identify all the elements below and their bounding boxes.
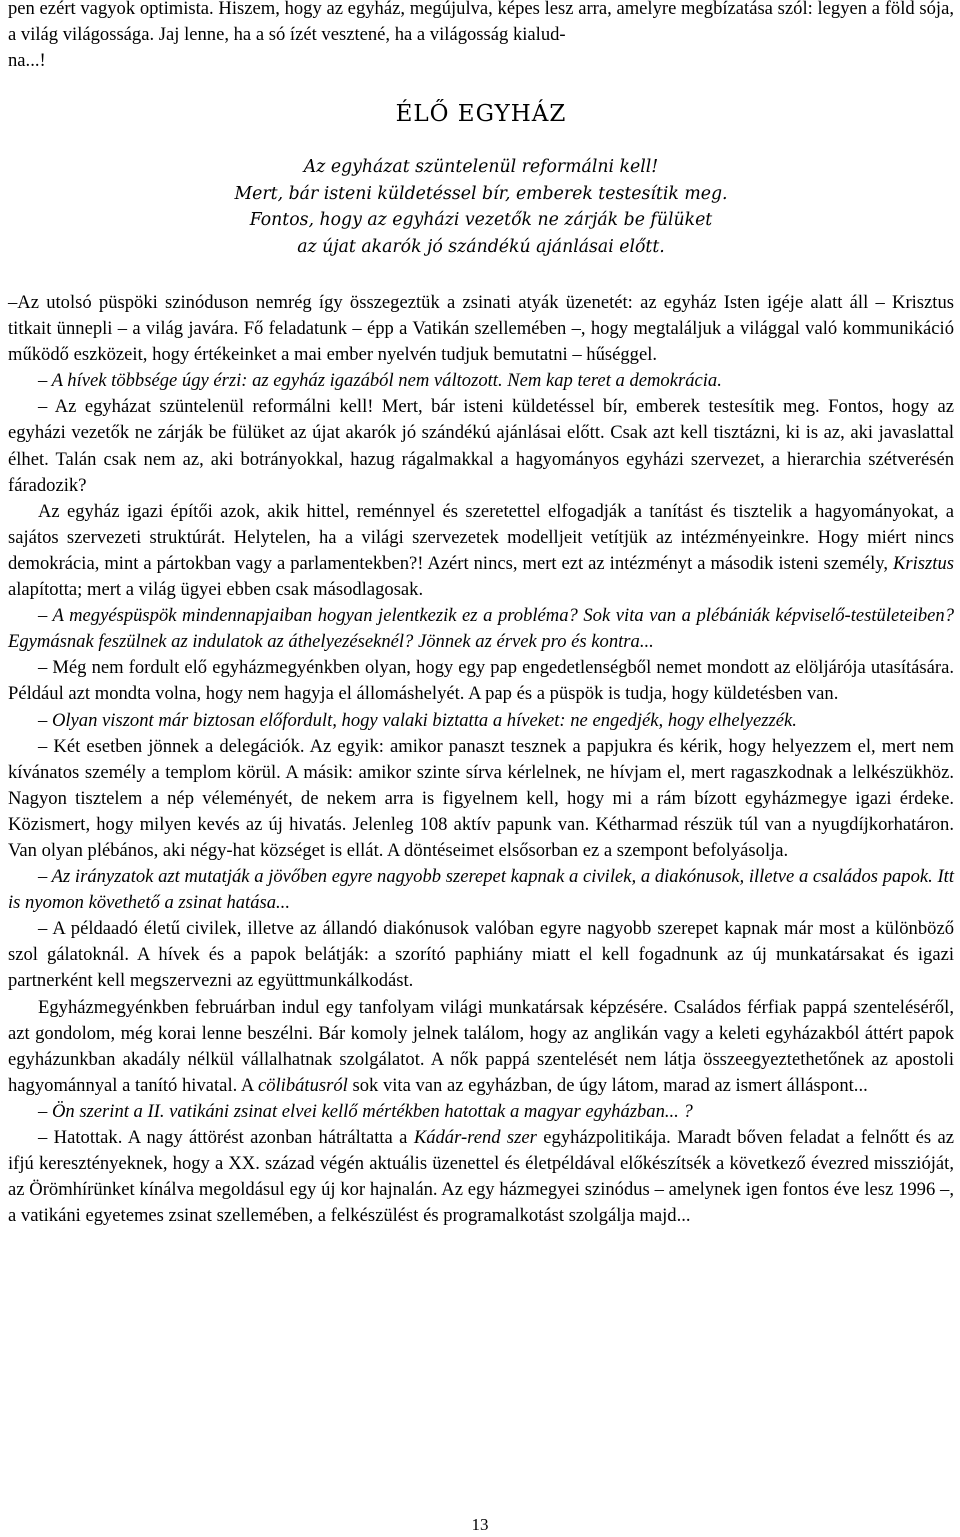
answer-paragraph	[8, 1125, 954, 1229]
intro-text-end: na...!	[8, 50, 46, 72]
text-span: Egyházmegyénkben februárban indul egy tanfolyam világi munkatársak képzésére. Családos férfiak pappá szenteléséről, azt gondolom, még korai lenne beszélni. Bár komoly jelnek találom, hogy az anglikán vagy a keleti egyházakból áttért papok egyházunkban akadály nélkül vállalhatnak szolgálatot. A nők pappá szentelését nem látja összeegyeztethetőnek az apostoli hagyománnyal a tanító hivatal. A	[8, 996, 954, 1096]
answer-paragraph: – Két esetben jönnek a delegációk. Az egyik: amikor panaszt tesznek a papjukra és kérik, hogy helyezzem el, mert nem kívánatos személy a templom körül. A másik: amikor szinte sírva kérlelnek, ne hívjam el, mert ragaszkodnak a lelkészükhöz. Nagyon tisztelem a nép véleményét, de nekem arra is figyelnem kell, hogy mi a rám bízott egyházmegye igazi érdeke. Közismert, hogy milyen kevés az új hivatás. Jelenleg 108 aktív papunk van. Kétharmad részük túl van a nyugdíjkorhatáron. Van olyan plébános, aki négy-hat községet is ellát. A döntéseimet elsősorban ez a szempont befolyásolja.	[8, 735, 954, 861]
motto-line: Az egyházat szüntelenül reformálni kell!	[303, 157, 659, 177]
motto-line: Mert, bár isteni küldetéssel bír, emberek testesítik meg.	[234, 183, 728, 204]
text-span: sok vita van az egyházban, de úgy látom, marad az ismert álláspont...	[352, 1074, 868, 1096]
question-paragraph: – A megyéspüspök mindennapjaiban hogyan jelentkezik ez a probléma? Sok vita van a plébániák képviselő-testületeiben? Egymásnak feszülnek az indulatok az áthelyezéseknél? Jönnek az érvek pro és kontra...	[8, 605, 954, 653]
page-number: 13	[471, 1515, 489, 1534]
intro-text: pen ezért vagyok optimista. Hiszem, hogy az egyház, megújulva, képes lesz arra, amelyre megbízatása szól: legyen a föld sója, a világ világossága. Jaj lenne, ha a só ízét vesztené, ha a világosság kialud-	[8, 0, 954, 46]
answer-paragraph	[8, 995, 954, 1099]
question-paragraph: – Olyan viszont már biztosan előfordult, hogy valaki biztatta a híveket: ne engedjék, hogy elhelyezzék.	[38, 709, 797, 731]
article-body	[8, 290, 954, 1229]
emphasis-text: cölibátusról	[257, 1074, 348, 1096]
text-span: Az egyház igazi építői azok, akik hittel, reménnyel és szeretettel elfogadják a tanítást és tisztelik a hagyományokat, a sajátos szervezeti struktúrát. Helytelen, ha a világi szervezetek modelljeit vetítjük az intézményeinkre. Hogy miért nincs demokrácia, mint a pártokban vagy a parlamentekben?! Azért nincs, mert ezt az intézményt a második isteni személy,	[8, 500, 954, 574]
question-paragraph: – Az irányzatok azt mutatják a jövőben egyre nagyobb szerepet kapnak a civilek, a diakónusok, illetve a családos papok. Itt is nyomon követhető a zsinat hatása...	[8, 866, 954, 914]
answer-paragraph: – A példaadó életű civilek, illetve az állandó diakónusok valóban egyre nagyobb szerepet kapnak már most a különböző szol gálatoknál. A hívek és a papok belátják: a szorító paphiány miatt el kell fogadnunk az új munkatársakat és igazi partnerként kell megszervezni az együttmunkálkodást.	[8, 918, 954, 992]
motto-line: az újat akarók jó szándékú ajánlásai előtt.	[297, 236, 665, 257]
question-paragraph: – Ön szerint a II. vatikáni zsinat elvei kellő mértékben hatottak a magyar egyházban... ?	[38, 1100, 693, 1122]
emphasis-text: Krisztus	[893, 552, 954, 574]
answer-paragraph: – Az egyházat szüntelenül reformálni kell! Mert, bár isteni küldetéssel bír, emberek testesítik meg. Fontos, hogy az egyházi vezetők ne zárják be fülüket az újat akarók jó szándékú ajánlásai előtt. Csak azt kell tisztázni, ki is az, aki javaslattal élhet. Talán csak nem az, aki botrányokkal, hazug rágalmakkal a hagyományos egyházi szervezet, a hierarchia szétverésén fáradozik?	[8, 396, 954, 496]
motto-line: Fontos, hogy az egyházi vezetők ne zárják be fülüket	[249, 210, 713, 230]
section-title: ÉLŐ EGYHÁZ	[395, 101, 567, 127]
answer-paragraph	[8, 499, 954, 603]
text-span: alapította; mert a világ ügyei ebben csak másodlagosak.	[8, 579, 424, 601]
answer-paragraph: – Még nem fordult elő egyházmegyénkben olyan, hogy egy pap engedetlenségből nemet mondott az elöljárója utasítására. Például azt mondta volna, hogy nem hagyja el állomáshelyét. A pap és a püspök is tudja, hogy küldetésben van.	[8, 657, 954, 705]
emphasis-text: Kádár-rend szer	[413, 1127, 537, 1148]
text-span: egyházpolitikája. Maradt bőven feladat a felnőtt és az ifjú keresztényeknek, hogy a XX. század végén aktuális üzenettel és életpéldával előkészítsék a következő évezred misszióját, az Örömhírünket kínálva megoldásul egy új kor hajnalán. Az egy házmegyei szinódus – amelynek igen fontos éve lesz 1996 –, a vatikáni egyetemes zsinat szellemében, a felkészülést és programalkotást szolgálja majd...	[8, 1127, 954, 1227]
intro-paragraph	[8, 0, 954, 74]
motto-block	[8, 154, 954, 260]
question-paragraph: – A hívek többsége úgy érzi: az egyház igazából nem változott. Nem kap teret a demokrácia.	[38, 370, 722, 392]
text-span: – Hatottak. A nagy áttörést azonban hátráltatta a	[38, 1127, 408, 1148]
answer-paragraph: –Az utolsó püspöki szinóduson nemrég így összegeztük a zsinati atyák üzenetét: az egyház Isten igéje alatt áll – Krisztus titkait ünnepli – a világ javára. Fő feladatunk – épp a Vatikán szellemében –, hogy megtaláljuk a világgal való kommunikáció működő eszközeit, hogy értékeinket a mai ember nyelvén tudjuk bemutatni – hűséggel.	[8, 292, 954, 366]
